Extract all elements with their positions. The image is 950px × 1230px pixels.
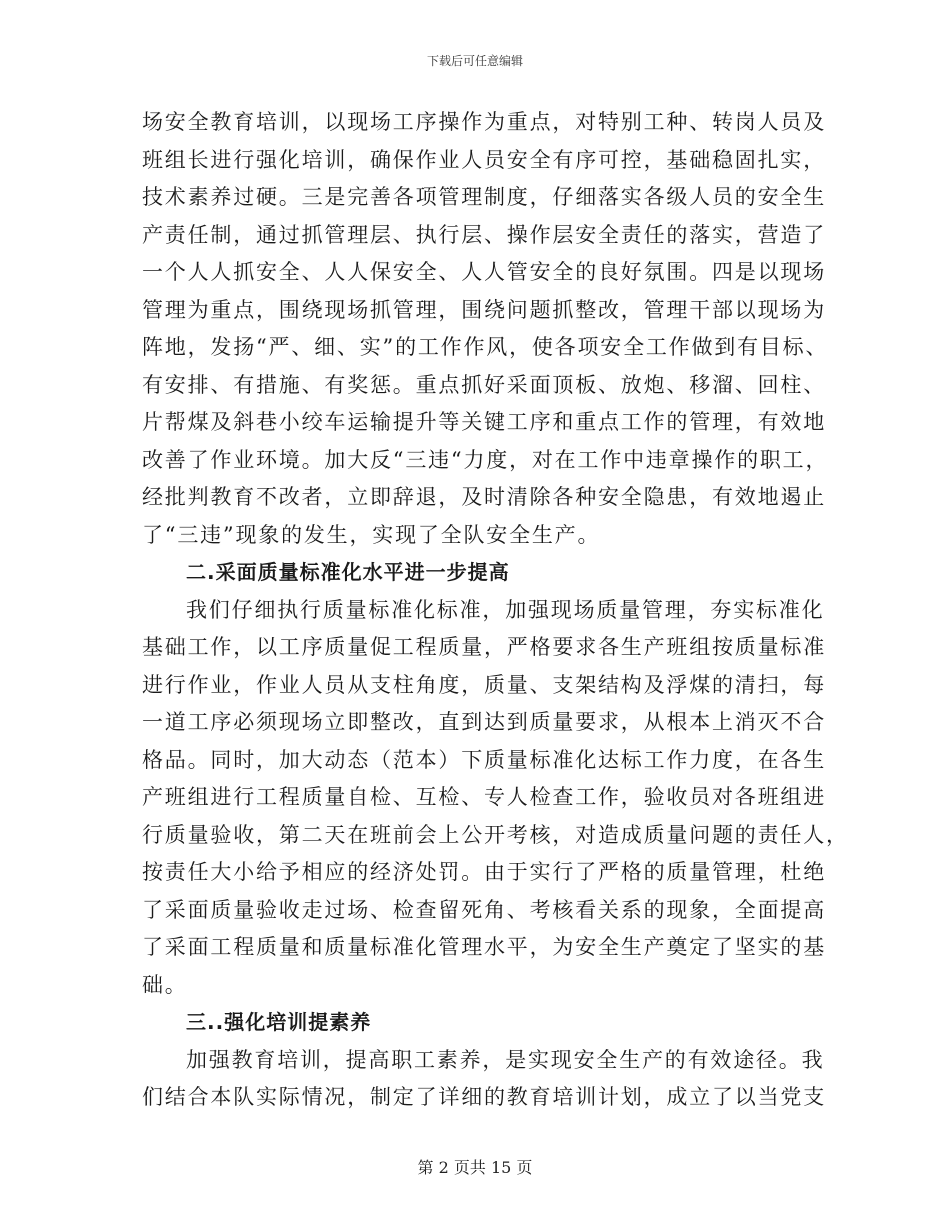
section-heading-quality: 二.采面质量标准化水平进一步提高 xyxy=(186,560,510,584)
paragraph-quality xyxy=(142,592,849,1005)
text-line: 有安排、有措施、有奖惩。重点抓好采面顶板、放炮、移溜、回柱、 xyxy=(142,372,826,397)
text-line: 基础工作，以工序质量促工程质量，严格要求各生产班组按质量标准 xyxy=(142,635,826,659)
paragraph-training xyxy=(142,1042,826,1117)
text-line: 一道工序必须现场立即整改，直到达到质量要求，从根本上消灭不合 xyxy=(142,710,826,734)
text-line: 按责任大小给予相应的经济处罚。由于实行了严格的质量管理，杜绝 xyxy=(142,860,826,884)
text-line: 管理为重点，围绕现场抓管理，围绕问题抓整改，管理干部以现场为 xyxy=(142,297,826,322)
text-line: 片帮煤及斜巷小绞车运输提升等关键工序和重点工作的管理，有效地 xyxy=(142,410,826,434)
text-line: 技术素养过硬。三是完善各项管理制度，仔细落实各级人员的安全生 xyxy=(142,185,826,209)
text-line: 一个人人抓安全、人人保安全、人人管安全的良好氛围。四是以现场 xyxy=(142,260,826,284)
text-line: 了采面工程质量和质量标准化管理水平，为安全生产奠定了坚实的基 xyxy=(142,935,826,959)
text-line: 行质量验收，第二天在班前会上公开考核，对造成质量问题的责任人， xyxy=(142,822,849,847)
page-footer: 第 2 页共 15 页 xyxy=(417,1158,533,1177)
text-line: 产班组进行工程质量自检、互检、专人检查工作，验收员对各班组进 xyxy=(142,785,826,809)
page-header: 下载后可任意编辑 xyxy=(426,54,523,68)
document-body xyxy=(142,104,849,1117)
text-line: 进行作业，作业人员从支柱角度，质量、支架结构及浮煤的清扫，每 xyxy=(142,672,826,697)
text-line: 改善了作业环境。加大反“三违“力度，对在工作中违章操作的职工， xyxy=(142,447,829,472)
text-line: 们结合本队实际情况，制定了详细的教育培训计划，成立了以当党支 xyxy=(142,1085,826,1109)
section-heading-training: 三..强化培训提素养 xyxy=(186,1010,372,1034)
text-line: 我们仔细执行质量标准化标准，加强现场质量管理，夯实标准化 xyxy=(186,597,825,622)
text-line: 场安全教育培训，以现场工序操作为重点，对特别工种、转岗人员及 xyxy=(142,110,826,134)
text-line: 格品。同时，加大动态（范本）下质量标准化达标工作力度，在各生 xyxy=(142,747,826,772)
text-line: 产责任制，通过抓管理层、执行层、操作层安全责任的落实，营造了 xyxy=(142,222,826,247)
text-line: 了“三违”现象的发生，实现了全队安全生产。 xyxy=(142,522,601,547)
text-line: 经批判教育不改者，立即辞退，及时清除各种安全隐患，有效地遏止 xyxy=(142,485,826,509)
text-line: 了采面质量验收走过场、检查留死角、考核看关系的现象，全面提高 xyxy=(142,897,826,922)
text-line: 阵地，发扬“严、细、实”的工作作风，使各项安全工作做到有目标、 xyxy=(142,335,829,359)
text-line: 础。 xyxy=(142,972,188,997)
text-line: 加强教育培训，提高职工素养，是实现安全生产的有效途径。我 xyxy=(186,1047,825,1072)
paragraph-safety xyxy=(142,104,829,554)
text-line: 班组长进行强化培训，确保作业人员安全有序可控，基础稳固扎实， xyxy=(142,147,826,172)
